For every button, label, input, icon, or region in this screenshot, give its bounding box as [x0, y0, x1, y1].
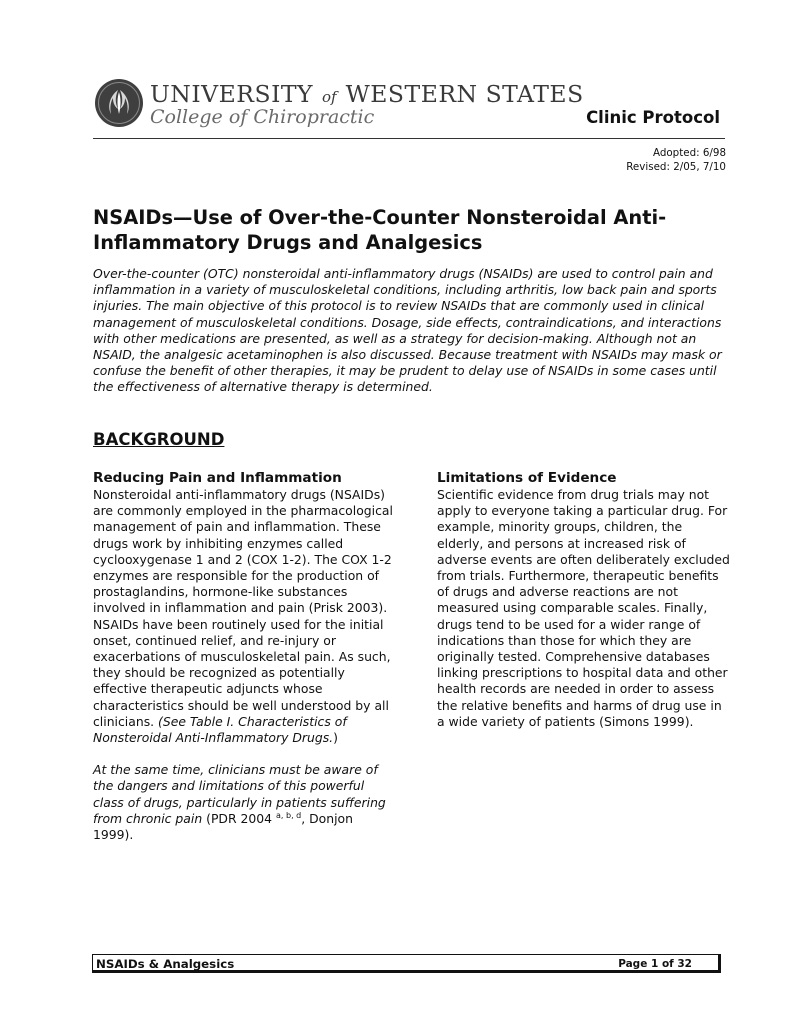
paragraph-dangers [93, 762, 393, 843]
header-divider [93, 138, 725, 139]
paragraph-limitations: Scientific evidence from drug trials may not apply to everyone taking a particular drug. For example, minority groups, children, the elderly, and persons at increased risk of adverse events are often deliberately excluded from trials. Furthermore, therapeutic benefits of drugs and adverse reactions are not measured using comparable scales. Finally, drugs tend to be used for a wider range of indications than those for which they are originally tested. Comprehensive databases linking prescriptions to hospital data and other health records are needed in order to assess the relative benefits and harms of drug use in a wide variety of patients (Simons 1999). [437, 487, 730, 729]
page-footer [92, 954, 721, 973]
paragraph-reducing-pain [93, 487, 393, 746]
university-name-of: of [322, 88, 337, 106]
footer-page-number: Page 1 of 32 [618, 958, 692, 970]
paragraph-text: Nonsteroidal anti-inflammatory drugs (NSAIDs) are commonly employed in the pharmacological management of pain and inflammation. These drugs work by inhibiting enzymes called cyclooxygenase 1 and 2 (COX 1-2). The COX 1-2 enzymes are responsible for the production of prostaglandins, hormone-like substances involved in inflammation and pain (Prisk 2003). NSAIDs have been routinely used for the initial onset, continued relief, and re-injury or exacerbations of musculoskeletal pain. As such, they should be recognized as potentially effective therapeutic adjuncts whose characteristics should be well understood by all clinicians. [93, 487, 393, 729]
university-name-part1: UNIVERSITY [150, 80, 314, 108]
paragraph-close: ) [333, 730, 338, 746]
table-reference: (See Table I. Characteristics of Nonsteroidal Anti-Inflammatory Drugs. [93, 713, 347, 746]
footer-document-name: NSAIDs & Analgesics [96, 957, 235, 971]
revised-date: Revised: 2/05, 7/10 [626, 161, 726, 173]
uws-seal-logo [94, 78, 144, 128]
citation-superscript: a, b, d [276, 810, 302, 820]
citation: (PDR 2004 [202, 810, 276, 826]
dangers-text: At the same time, clinicians must be aware of the dangers and limitations of this powerful class of drugs, particularly in patients suffering from chronic pain [93, 762, 386, 826]
citation-end: , Donjon 1999). [93, 810, 353, 843]
subheading-limitations: Limitations of Evidence [437, 470, 617, 486]
university-name [150, 80, 584, 108]
section-heading-background: BACKGROUND [93, 430, 225, 449]
left-column [93, 470, 393, 843]
right-column [437, 470, 731, 730]
college-name: College of Chiropractic [150, 106, 375, 128]
protocol-label: Clinic Protocol [586, 108, 720, 127]
abstract: Over-the-counter (OTC) nonsteroidal anti-inflammatory drugs (NSAIDs) are used to control pain and inflammation in a variety of musculoskeletal conditions, including arthritis, low back pain and sports injuries. The main objective of this protocol is to review NSAIDs that are commonly used in clinical management of musculoskeletal conditions. Dosage, side effects, contraindications, and interactions with other medications are presented, as well as a strategy for decision-making. Although not an NSAID, the analgesic acetaminophen is also discussed. Because treatment with NSAIDs may mask or confuse the benefit of other therapies, it may be prudent to delay use of NSAIDs in some cases until the effectiveness of alternative therapy is determined. [93, 266, 722, 395]
revision-dates [626, 146, 726, 174]
subheading-reducing-pain: Reducing Pain and Inflammation [93, 470, 342, 486]
adopted-date: Adopted: 6/98 [652, 147, 726, 159]
document-title: NSAIDs—Use of Over-the-Counter Nonsteroidal Anti-Inflammatory Drugs and Analgesics [93, 206, 667, 254]
university-name-part2: WESTERN STATES [345, 80, 584, 108]
